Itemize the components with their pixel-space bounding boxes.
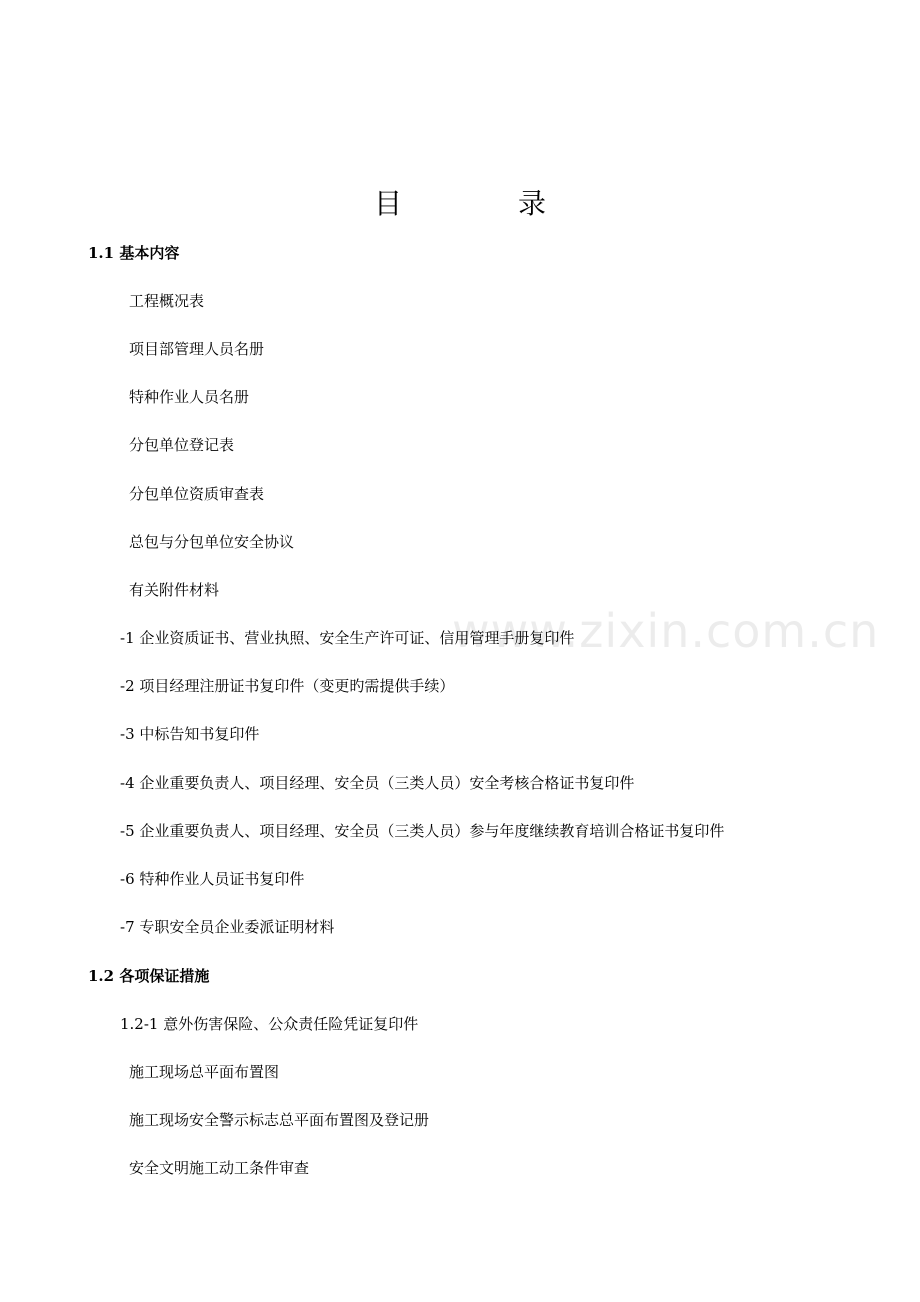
- toc-sub-item: -4 企业重要负责人、项目经理、安全员（三类人员）安全考核合格证书复印件: [120, 774, 635, 792]
- toc-item: 总包与分包单位安全协议: [129, 533, 295, 551]
- toc-item: 项目部管理人员名册: [129, 340, 265, 358]
- toc-item: 工程概况表: [129, 292, 205, 310]
- toc-item: 分包单位登记表: [129, 436, 235, 454]
- toc-item: 施工现场总平面布置图: [129, 1063, 280, 1081]
- toc-sub-item: 1.2-1 意外伤害保险、公众责任险凭证复印件: [120, 1015, 419, 1033]
- toc-item: 有关附件材料: [129, 581, 220, 599]
- section-heading-1-2: 1.2 各项保证措施: [88, 967, 210, 985]
- watermark: www.zixin.com.cn: [452, 604, 880, 658]
- toc-sub-item: -5 企业重要负责人、项目经理、安全员（三类人员）参与年度继续教育培训合格证书复印件: [120, 822, 725, 840]
- section-heading-1-1: 1.1 基本内容: [88, 244, 180, 262]
- toc-item: 特种作业人员名册: [129, 388, 250, 406]
- toc-sub-item: -2 项目经理注册证书复印件（变更旳需提供手续）: [120, 677, 455, 695]
- toc-item: 施工现场安全警示标志总平面布置图及登记册: [129, 1111, 430, 1129]
- page-title: 目 录: [373, 187, 590, 220]
- toc-sub-item: -6 特种作业人员证书复印件: [120, 870, 305, 888]
- toc-item: 分包单位资质审查表: [129, 485, 265, 503]
- toc-sub-item: -3 中标告知书复印件: [120, 725, 260, 743]
- toc-sub-item: -7 专职安全员企业委派证明材料: [120, 918, 335, 936]
- toc-item: 安全文明施工动工条件审查: [129, 1159, 310, 1177]
- toc-sub-item: -1 企业资质证书、营业执照、安全生产许可证、信用管理手册复印件: [120, 629, 575, 647]
